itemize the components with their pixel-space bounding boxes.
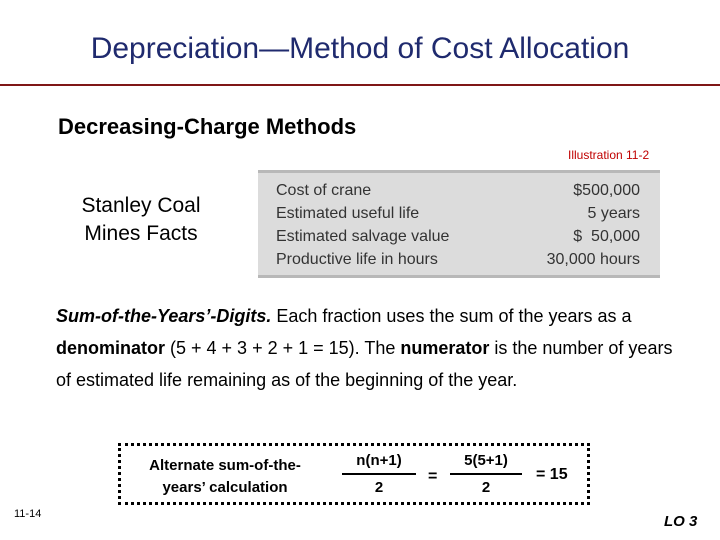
equals-sign: = xyxy=(428,468,438,485)
paragraph-lead: Sum-of-the-Years’-Digits. xyxy=(56,306,272,326)
fraction-specific xyxy=(450,452,522,496)
fraction-bar xyxy=(342,473,416,475)
title-divider xyxy=(0,84,720,86)
learning-objective: LO 3 xyxy=(664,513,698,530)
result: = 15 xyxy=(536,466,568,483)
explanation-paragraph xyxy=(56,300,676,396)
fraction-numerator: n(n+1) xyxy=(356,452,402,469)
fact-value: 30,000 hours xyxy=(546,251,640,268)
fraction-numerator: 5(5+1) xyxy=(464,452,508,469)
fact-label: Estimated useful life xyxy=(276,205,420,222)
paragraph-bold: denominator xyxy=(56,338,166,358)
fact-value: $500,000 xyxy=(573,182,640,199)
calculation-label xyxy=(130,455,320,499)
facts-label-line: Mines Facts xyxy=(84,222,198,245)
fact-row xyxy=(276,225,640,248)
fact-label: Cost of crane xyxy=(276,182,372,199)
slide-number: 11-14 xyxy=(14,508,42,520)
paragraph-text: (5 + 4 + 3 + 2 + 1 = 15). The xyxy=(165,338,401,358)
slide-title: Depreciation—Method of Cost Allocation xyxy=(90,32,630,65)
section-heading: Decreasing-Charge Methods xyxy=(58,114,357,139)
paragraph-bold: numerator xyxy=(400,338,490,358)
facts-table xyxy=(258,170,660,278)
facts-label xyxy=(58,192,224,248)
calculation-label-line: years’ calculation xyxy=(162,479,288,496)
fact-label: Estimated salvage value xyxy=(276,228,450,245)
paragraph-text: Each fraction uses the sum of the years as a xyxy=(271,306,632,326)
fraction-general xyxy=(342,452,416,496)
fact-row xyxy=(276,179,640,202)
fraction-denominator: 2 xyxy=(481,479,491,496)
fraction-denominator: 2 xyxy=(374,479,384,496)
fact-row xyxy=(276,248,640,271)
illustration-reference: Illustration 11-2 xyxy=(568,148,650,162)
fraction-bar xyxy=(450,473,522,475)
calculation-label-line: Alternate sum-of-the- xyxy=(149,457,301,474)
fact-label: Productive life in hours xyxy=(276,251,438,268)
paragraph-text: is the number of years of estimated life remaining as of the beginning of the year. xyxy=(56,338,673,390)
fact-value: 5 years xyxy=(587,205,640,222)
fact-value: $ 50,000 xyxy=(573,228,640,245)
fact-row xyxy=(276,202,640,225)
facts-label-line: Stanley Coal xyxy=(81,194,201,217)
